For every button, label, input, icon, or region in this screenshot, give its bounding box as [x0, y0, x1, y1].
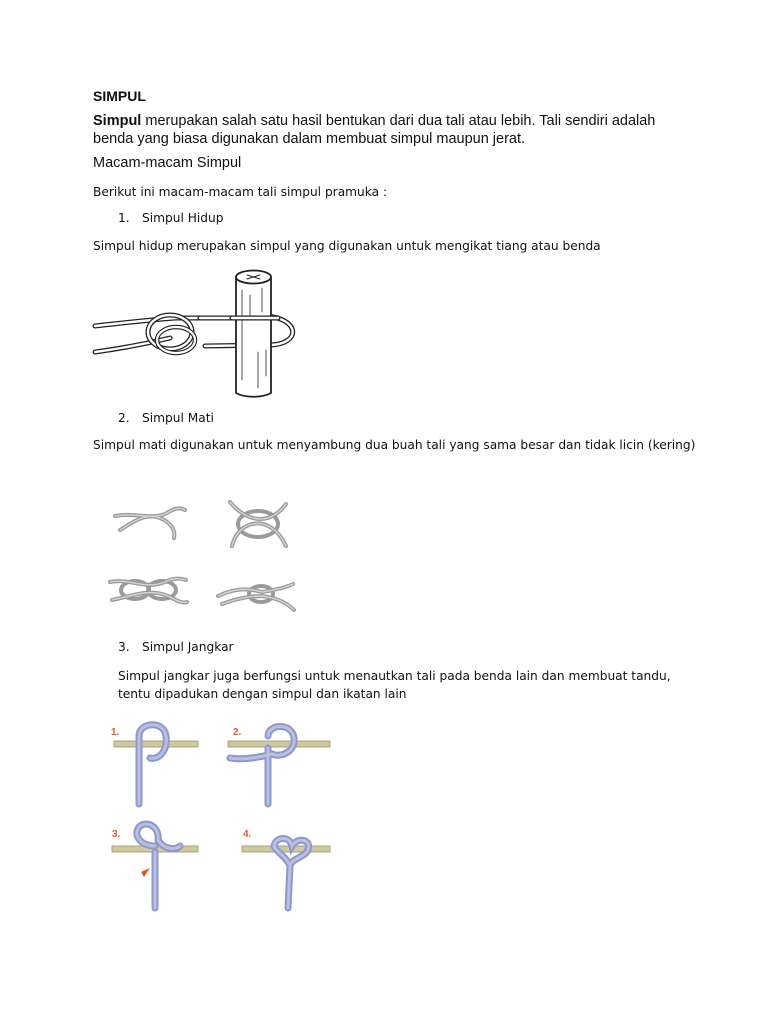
list-title: Simpul Hidup: [142, 211, 224, 225]
step-number-2: 2.: [233, 727, 242, 738]
lead-text: Berikut ini macam-macam tali simpul pramuka :: [93, 185, 388, 199]
list-item-3: [118, 640, 234, 654]
list-title: Simpul Mati: [142, 411, 214, 425]
list-item-2: [118, 411, 214, 425]
section-subheading: Macam-macam Simpul: [93, 155, 242, 171]
list-item-1: [118, 211, 223, 225]
list-number: 1.: [118, 211, 130, 225]
step-number-1: 1.: [111, 727, 120, 738]
document-heading: SIMPUL: [93, 88, 146, 104]
item-1-description: Simpul hidup merupakan simpul yang digunakan untuk mengikat tiang atau benda: [93, 239, 601, 253]
item-2-description: Simpul mati digunakan untuk menyambung dua buah tali yang sama besar dan tidak licin (kering): [93, 438, 696, 452]
intro-text: merupakan salah satu hasil bentukan dari dua tali atau lebih. Tali sendiri adalah benda yang biasa digunakan dalam membuat simpul maupun jerat.: [93, 113, 656, 147]
item-3-description: Simpul jangkar juga berfungsi untuk menautkan tali pada benda lain dan membuat tandu, tentu dipadukan dengan simpul dan ikatan lain: [118, 669, 671, 701]
list-number: 2.: [118, 411, 130, 425]
intro-term: Simpul: [93, 113, 142, 129]
intro-paragraph: [93, 112, 673, 148]
list-title: Simpul Jangkar: [142, 640, 234, 654]
step-number-3: 3.: [112, 829, 121, 840]
step-number-4: 4.: [243, 829, 252, 840]
arrow-icon: [141, 868, 150, 877]
list-number: 3.: [118, 640, 130, 654]
